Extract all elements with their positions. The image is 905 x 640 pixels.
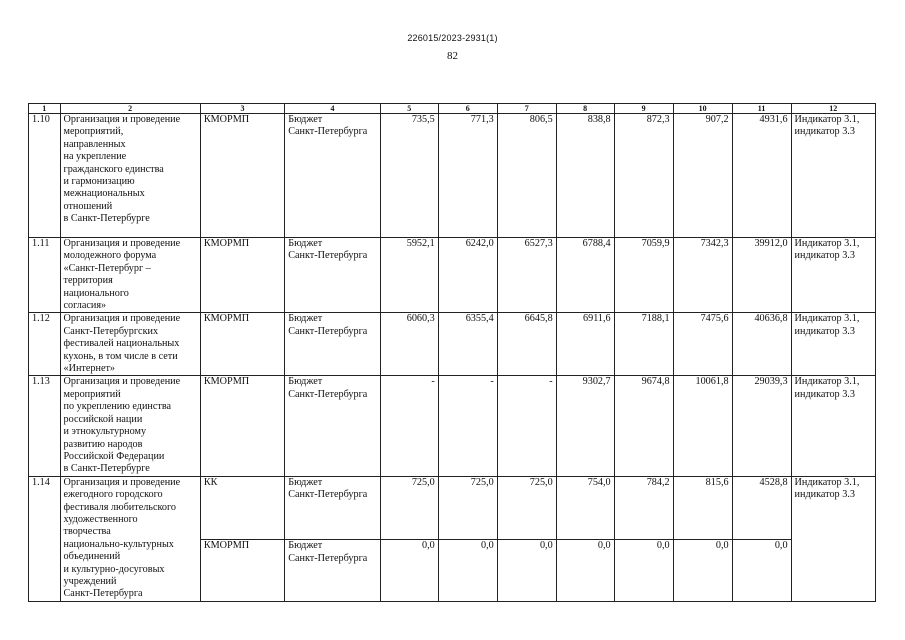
column-header: 12 <box>791 104 875 114</box>
activity-name <box>60 476 200 601</box>
indicator <box>791 376 875 476</box>
text-line: ежегодного городского <box>63 489 163 501</box>
text-line: Организация и проведение <box>63 313 181 325</box>
text-line: Индикатор 3.1, <box>794 376 860 388</box>
value-year: 0,0 <box>380 540 438 602</box>
text-line: индикатор 3.3 <box>794 489 855 501</box>
text-line: Санкт-Петербурга <box>288 325 368 337</box>
text-line: Санкт-Петербурга <box>288 489 368 501</box>
column-header: 8 <box>556 104 614 114</box>
column-header: 6 <box>438 104 497 114</box>
funding-source <box>285 476 381 540</box>
value-year: 6060,3 <box>380 313 438 376</box>
value-year: 725,0 <box>380 476 438 540</box>
value-total: 4528,8 <box>732 476 791 540</box>
funding-source <box>285 376 381 476</box>
value-year: 9674,8 <box>614 376 673 476</box>
document-stamp: 226015/2023-2931(1) <box>407 33 498 43</box>
text-line: и этнокультурному <box>63 426 147 438</box>
value-year: 0,0 <box>497 540 556 602</box>
text-line: кухонь, в том числе в сети <box>63 350 178 362</box>
row-number: 1.12 <box>29 313 61 376</box>
value-total: 40636,8 <box>732 313 791 376</box>
text-line: территория <box>63 275 113 287</box>
text-line: межнациональных <box>63 188 145 200</box>
value-year: 6788,4 <box>556 238 614 313</box>
value-year: - <box>497 376 556 476</box>
activity-name <box>60 376 200 476</box>
text-line: отношений <box>63 200 113 212</box>
column-header: 2 <box>60 104 200 114</box>
row-number: 1.14 <box>29 476 61 601</box>
text-line: и культурно-досуговых <box>63 563 165 575</box>
indicator <box>791 238 875 313</box>
text-line: Санкт-Петербургских <box>63 325 159 337</box>
value-year: 784,2 <box>614 476 673 540</box>
text-line: гражданского единства <box>63 163 164 175</box>
value-year: 838,8 <box>556 114 614 238</box>
text-line: Индикатор 3.1, <box>794 238 860 249</box>
column-header: 3 <box>200 104 284 114</box>
text-line: Организация и проведение <box>63 238 181 249</box>
page-number: 82 <box>447 50 458 62</box>
value-year: 0,0 <box>556 540 614 602</box>
text-line: мероприятий, <box>63 126 124 138</box>
row-number: 1.13 <box>29 376 61 476</box>
value-year: 6911,6 <box>556 313 614 376</box>
text-line: Санкт-Петербурга <box>288 126 368 138</box>
executor: КМОРМП <box>200 114 284 238</box>
value-year: 9302,7 <box>556 376 614 476</box>
value-year: 7475,6 <box>673 313 732 376</box>
text-line: фестиваля любительского <box>63 501 177 513</box>
text-line: национального <box>63 287 129 299</box>
text-line: Индикатор 3.1, <box>794 114 860 125</box>
executor: КМОРМП <box>200 540 284 602</box>
table-row <box>29 114 876 238</box>
text-line: в Санкт-Петербурге <box>63 463 150 475</box>
column-header: 4 <box>285 104 381 114</box>
activity-name <box>60 238 200 313</box>
value-year: 6242,0 <box>438 238 497 313</box>
text-line: учреждений <box>63 575 117 587</box>
text-line: Санкт-Петербурга <box>63 588 143 600</box>
table-row <box>29 476 876 540</box>
value-year: 771,3 <box>438 114 497 238</box>
value-total: 4931,6 <box>732 114 791 238</box>
table-row <box>29 238 876 313</box>
row-number: 1.11 <box>29 238 61 313</box>
funding-source <box>285 114 381 238</box>
text-line: Санкт-Петербурга <box>288 250 368 262</box>
text-line: Бюджет <box>288 476 323 488</box>
column-header: 1 <box>29 104 61 114</box>
value-year: 7059,9 <box>614 238 673 313</box>
text-line: российской нации <box>63 413 143 425</box>
text-line: индикатор 3.3 <box>794 126 855 138</box>
value-year: 754,0 <box>556 476 614 540</box>
text-line: национально-культурных <box>63 538 174 550</box>
funding-source <box>285 313 381 376</box>
value-year: 735,5 <box>380 114 438 238</box>
value-year: 725,0 <box>438 476 497 540</box>
text-line: фестивалей национальных <box>63 338 180 350</box>
value-year: 815,6 <box>673 476 732 540</box>
text-line: объединений <box>63 551 121 563</box>
value-year: 10061,8 <box>673 376 732 476</box>
text-line: направленных <box>63 138 126 150</box>
value-year: - <box>438 376 497 476</box>
text-line: согласия» <box>63 300 107 312</box>
row-number: 1.10 <box>29 114 61 238</box>
indicator <box>791 114 875 238</box>
value-year: 806,5 <box>497 114 556 238</box>
value-year: 7342,3 <box>673 238 732 313</box>
text-line: индикатор 3.3 <box>794 250 855 262</box>
value-year: 907,2 <box>673 114 732 238</box>
text-line: мероприятий <box>63 388 121 400</box>
executor: КМОРМП <box>200 238 284 313</box>
value-year: 6645,8 <box>497 313 556 376</box>
column-header: 9 <box>614 104 673 114</box>
column-header: 10 <box>673 104 732 114</box>
table-row <box>29 376 876 476</box>
executor: КК <box>200 476 284 540</box>
text-line: Санкт-Петербурга <box>288 388 368 400</box>
budget-table <box>28 103 876 602</box>
value-year: 0,0 <box>673 540 732 602</box>
value-year: 872,3 <box>614 114 673 238</box>
column-header: 5 <box>380 104 438 114</box>
text-line: в Санкт-Петербурге <box>63 213 150 225</box>
funding-source <box>285 238 381 313</box>
column-header: 7 <box>497 104 556 114</box>
text-line: Бюджет <box>288 238 323 249</box>
text-line: Бюджет <box>288 540 323 552</box>
executor: КМОРМП <box>200 313 284 376</box>
value-total: 39912,0 <box>732 238 791 313</box>
value-total: 29039,3 <box>732 376 791 476</box>
text-line: молодежного форума <box>63 250 157 262</box>
text-line: по укреплению единства <box>63 401 172 413</box>
value-year: 6527,3 <box>497 238 556 313</box>
text-line: Организация и проведение <box>63 114 181 125</box>
text-line: «Санкт-Петербург – <box>63 262 151 274</box>
text-line: Индикатор 3.1, <box>794 313 860 325</box>
activity-name <box>60 114 200 238</box>
value-year: 0,0 <box>614 540 673 602</box>
value-year: - <box>380 376 438 476</box>
text-line: на укрепление <box>63 151 127 163</box>
text-line: развитию народов <box>63 438 143 450</box>
text-line: Индикатор 3.1, <box>794 476 860 488</box>
text-line: Бюджет <box>288 313 323 325</box>
funding-source <box>285 540 381 602</box>
text-line: индикатор 3.3 <box>794 388 855 400</box>
indicator <box>791 476 875 601</box>
value-year: 5952,1 <box>380 238 438 313</box>
table-row <box>29 313 876 376</box>
text-line: и гармонизацию <box>63 176 135 188</box>
text-line: Бюджет <box>288 376 323 388</box>
text-line: «Интернет» <box>63 363 116 375</box>
text-line: Организация и проведение <box>63 376 181 388</box>
value-year: 725,0 <box>497 476 556 540</box>
text-line: индикатор 3.3 <box>794 325 855 337</box>
value-year: 7188,1 <box>614 313 673 376</box>
text-line: художественного <box>63 513 138 525</box>
header-row <box>29 104 876 114</box>
executor: КМОРМП <box>200 376 284 476</box>
text-line: Бюджет <box>288 114 323 125</box>
indicator <box>791 313 875 376</box>
column-header: 11 <box>732 104 791 114</box>
value-total: 0,0 <box>732 540 791 602</box>
text-line: Российской Федерации <box>63 450 165 462</box>
value-year: 6355,4 <box>438 313 497 376</box>
text-line: Санкт-Петербурга <box>288 552 368 564</box>
value-year: 0,0 <box>438 540 497 602</box>
text-line: Организация и проведение <box>63 476 181 488</box>
text-line: творчества <box>63 526 111 538</box>
activity-name <box>60 313 200 376</box>
